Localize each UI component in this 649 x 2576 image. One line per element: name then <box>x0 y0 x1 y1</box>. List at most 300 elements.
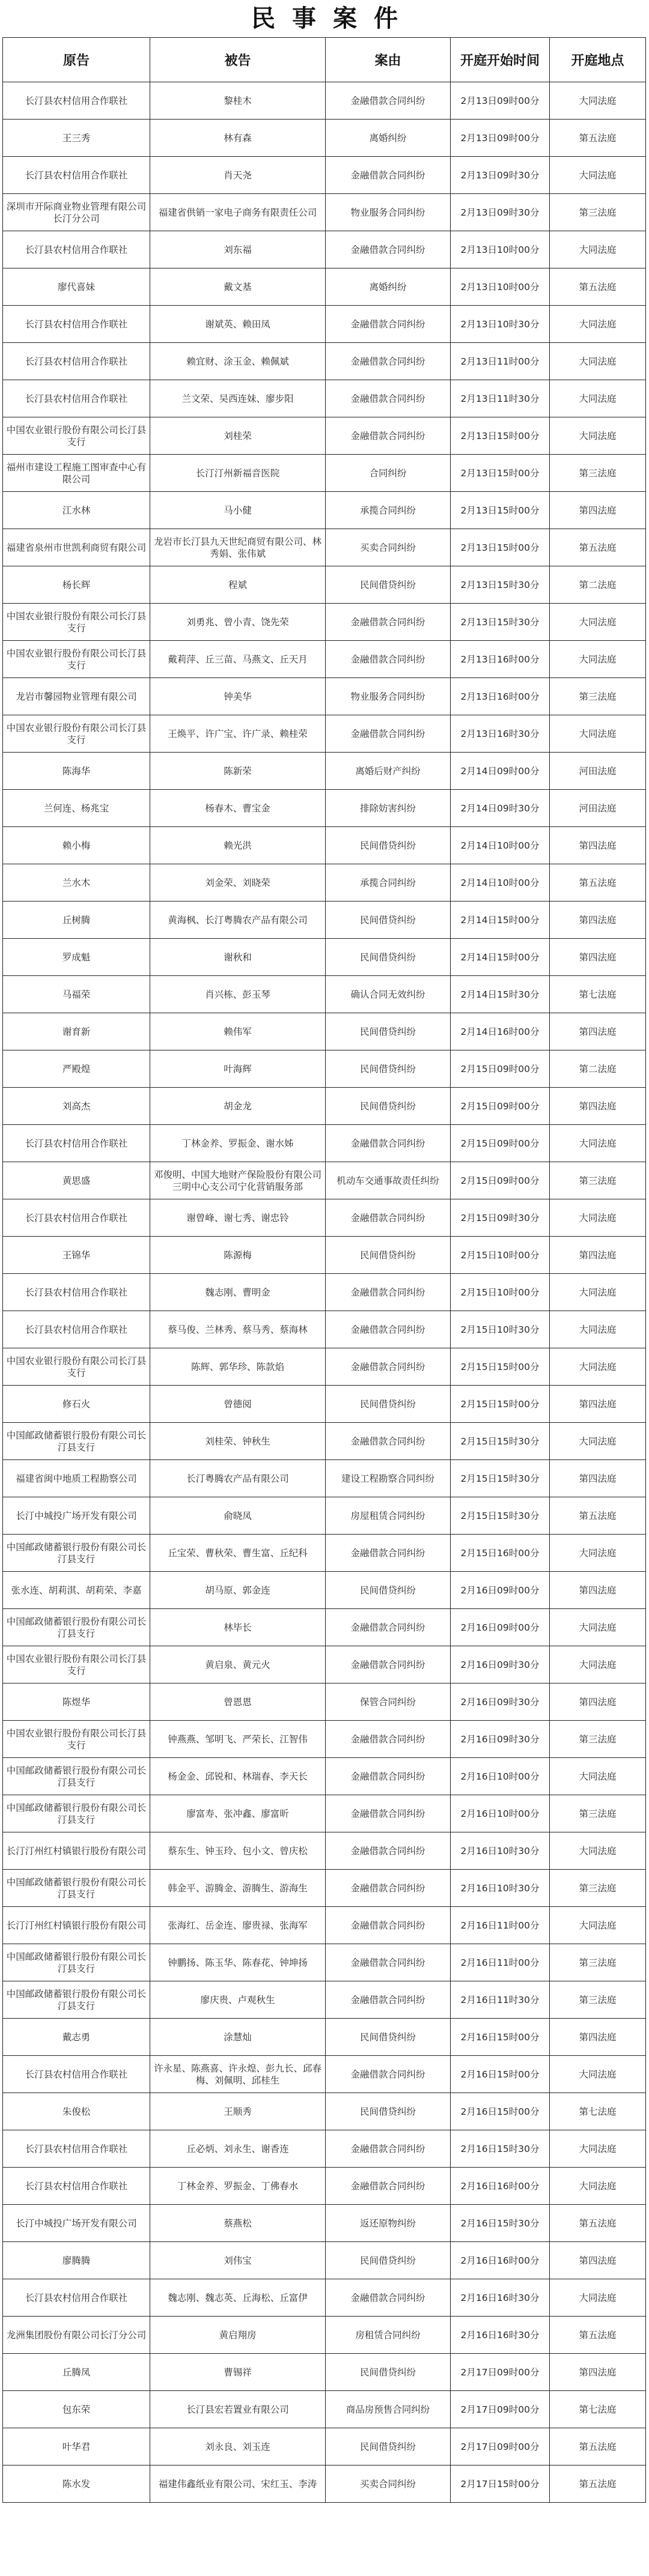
cell-time: 2月13日15时00分 <box>451 529 550 566</box>
cell-place: 河田法庭 <box>550 753 646 790</box>
cell-cause: 民间借贷纠纷 <box>326 902 451 939</box>
table-row <box>3 2019 646 2056</box>
cell-cause: 房屋租赁合同纠纷 <box>326 1497 451 1535</box>
cell-plaintiff: 张水连、胡莉淇、胡莉荣、李嘉 <box>3 1572 150 1609</box>
cell-time: 2月13日15时30分 <box>451 566 550 604</box>
cell-plaintiff: 中国邮政储蓄银行股份有限公司长汀县支行 <box>3 1795 150 1832</box>
cell-defendant: 丘宝荣、曹秋荣、曹生富、丘纪科 <box>150 1535 326 1572</box>
cell-plaintiff: 长汀县农村信用合作联社 <box>3 2279 150 2317</box>
cell-time: 2月14日16时00分 <box>451 1013 550 1050</box>
cell-place: 大同法庭 <box>550 1348 646 1386</box>
table-row <box>3 1423 646 1460</box>
table-row <box>3 1237 646 1274</box>
cell-defendant: 黄启泉、黄元火 <box>150 1646 326 1683</box>
cell-cause: 承揽合同纠纷 <box>326 492 451 529</box>
cell-cause: 物业服务合同纠纷 <box>326 194 451 231</box>
cell-place: 第三法庭 <box>550 1944 646 1981</box>
cell-plaintiff: 丘树腾 <box>3 902 150 939</box>
cell-defendant: 长汀县宏若置业有限公司 <box>150 2391 326 2428</box>
cell-time: 2月16日15时30分 <box>451 2205 550 2242</box>
cell-defendant: 胡金龙 <box>150 1088 326 1125</box>
cell-cause: 金融借款合同纠纷 <box>326 1758 451 1795</box>
cell-defendant: 林毕长 <box>150 1609 326 1646</box>
cell-defendant: 蔡燕松 <box>150 2205 326 2242</box>
table-row <box>3 1795 646 1832</box>
cell-place: 第五法庭 <box>550 2205 646 2242</box>
cell-time: 2月15日09时30分 <box>451 1199 550 1237</box>
cell-place: 第五法庭 <box>550 2317 646 2354</box>
cell-defendant: 杨春木、曹宝金 <box>150 790 326 827</box>
cell-place: 第五法庭 <box>550 529 646 566</box>
table-row <box>3 82 646 120</box>
table-row <box>3 604 646 641</box>
docket-table <box>2 37 646 2503</box>
cell-plaintiff: 江水林 <box>3 492 150 529</box>
cell-defendant: 曾恩恩 <box>150 1683 326 1721</box>
cell-plaintiff: 修石火 <box>3 1386 150 1423</box>
cell-cause: 民间借贷纠纷 <box>326 827 451 864</box>
cell-plaintiff: 长汀中城投广场开发有限公司 <box>3 1497 150 1535</box>
table-row <box>3 2391 646 2428</box>
cell-place: 大同法庭 <box>550 417 646 455</box>
cell-time: 2月13日15时00分 <box>451 492 550 529</box>
cell-cause: 民间借贷纠纷 <box>326 2019 451 2056</box>
table-row <box>3 1348 646 1386</box>
cell-time: 2月16日09时00分 <box>451 1572 550 1609</box>
cell-defendant: 赖宜财、涂玉金、赖佩斌 <box>150 343 326 380</box>
cell-time: 2月13日15时00分 <box>451 455 550 492</box>
cell-defendant: 黄海枫、长汀粤腾农产品有限公司 <box>150 902 326 939</box>
cell-defendant: 戴文基 <box>150 268 326 306</box>
cell-cause: 金融借款合同纠纷 <box>326 82 451 120</box>
cell-place: 第三法庭 <box>550 455 646 492</box>
table-row <box>3 1944 646 1981</box>
cell-defendant: 魏志刚、魏志英、丘海松、丘富伊 <box>150 2279 326 2317</box>
page-title: 民事案件 <box>251 5 415 32</box>
cell-place: 大同法庭 <box>550 1535 646 1572</box>
cell-time: 2月16日09时30分 <box>451 1683 550 1721</box>
table-row <box>3 157 646 194</box>
cell-time: 2月15日09时00分 <box>451 1050 550 1088</box>
cell-place: 大同法庭 <box>550 1907 646 1944</box>
cell-cause: 承揽合同纠纷 <box>326 864 451 902</box>
cell-place: 大同法庭 <box>550 2130 646 2168</box>
table-row <box>3 939 646 976</box>
cell-plaintiff: 朱俊松 <box>3 2093 150 2130</box>
cell-cause: 金融借款合同纠纷 <box>326 1348 451 1386</box>
cell-place: 大同法庭 <box>550 157 646 194</box>
cell-defendant: 廖庆贵、卢观秋生 <box>150 1981 326 2019</box>
cell-defendant: 丁林金养、罗振金、丁佛春水 <box>150 2168 326 2205</box>
table-row <box>3 566 646 604</box>
cell-plaintiff: 福州市建设工程施工图审查中心有限公司 <box>3 455 150 492</box>
cell-place: 第四法庭 <box>550 492 646 529</box>
cell-cause: 金融借款合同纠纷 <box>326 343 451 380</box>
cell-time: 2月16日11时30分 <box>451 1981 550 2019</box>
cell-plaintiff: 中国邮政储蓄银行股份有限公司长汀县支行 <box>3 1535 150 1572</box>
cell-defendant: 许永星、陈燕喜、许永煌、彭九长、邱春梅、刘佩明、邱桂生 <box>150 2056 326 2093</box>
table-row <box>3 1683 646 1721</box>
cell-cause: 金融借款合同纠纷 <box>326 1870 451 1907</box>
cell-cause: 金融借款合同纠纷 <box>326 2168 451 2205</box>
cell-cause: 民间借贷纠纷 <box>326 566 451 604</box>
cell-cause: 民间借贷纠纷 <box>326 2354 451 2391</box>
cell-time: 2月14日15时00分 <box>451 902 550 939</box>
cell-time: 2月16日16时00分 <box>451 2168 550 2205</box>
table-row <box>3 715 646 753</box>
cell-plaintiff: 杨长辉 <box>3 566 150 604</box>
cell-plaintiff: 深圳市开际商业物业管理有限公司长汀分公司 <box>3 194 150 231</box>
cell-plaintiff: 长汀县农村信用合作联社 <box>3 82 150 120</box>
table-row <box>3 1050 646 1088</box>
cell-time: 2月17日09时00分 <box>451 2354 550 2391</box>
cell-cause: 机动车交通事故责任纠纷 <box>326 1162 451 1199</box>
cell-place: 大同法庭 <box>550 715 646 753</box>
cell-defendant: 钟燕燕、邹明飞、严荣长、江智伟 <box>150 1721 326 1758</box>
cell-place: 第三法庭 <box>550 1795 646 1832</box>
cell-place: 第四法庭 <box>550 2019 646 2056</box>
cell-defendant: 戴莉萍、丘三苗、马燕文、丘天月 <box>150 641 326 678</box>
cell-place: 大同法庭 <box>550 82 646 120</box>
cell-cause: 金融借款合同纠纷 <box>326 641 451 678</box>
cell-defendant: 丁林金养、罗振金、谢水姊 <box>150 1125 326 1162</box>
cell-place: 第三法庭 <box>550 678 646 715</box>
cell-plaintiff: 长汀县农村信用合作联社 <box>3 1311 150 1348</box>
cell-place: 大同法庭 <box>550 1274 646 1311</box>
cell-defendant: 陈源梅 <box>150 1237 326 1274</box>
cell-plaintiff: 中国农业银行股份有限公司长汀县支行 <box>3 1348 150 1386</box>
cell-defendant: 杨金金、邱锐和、林瑞春、李天长 <box>150 1758 326 1795</box>
cell-cause: 离婚后财产纠纷 <box>326 753 451 790</box>
table-row <box>3 380 646 417</box>
table-row <box>3 2354 646 2391</box>
cell-defendant: 韩金平、游腾金、游腾生、游海生 <box>150 1870 326 1907</box>
table-row <box>3 1721 646 1758</box>
cell-place: 第四法庭 <box>550 827 646 864</box>
table-row <box>3 902 646 939</box>
cell-place: 第三法庭 <box>550 1981 646 2019</box>
cell-cause: 金融借款合同纠纷 <box>326 1832 451 1870</box>
cell-defendant: 林有森 <box>150 120 326 157</box>
cell-plaintiff: 王锦华 <box>3 1237 150 1274</box>
cell-plaintiff: 长汀县农村信用合作联社 <box>3 2130 150 2168</box>
cell-place: 大同法庭 <box>550 1609 646 1646</box>
cell-plaintiff: 长汀县农村信用合作联社 <box>3 1199 150 1237</box>
table-row <box>3 1870 646 1907</box>
cell-place: 第七法庭 <box>550 2093 646 2130</box>
cell-time: 2月14日09时30分 <box>451 790 550 827</box>
cell-place: 第四法庭 <box>550 1088 646 1125</box>
cell-cause: 民间借贷纠纷 <box>326 2242 451 2279</box>
cell-time: 2月14日09时00分 <box>451 753 550 790</box>
cell-place: 大同法庭 <box>550 1199 646 1237</box>
cell-time: 2月16日15时00分 <box>451 2056 550 2093</box>
cell-plaintiff: 中国农业银行股份有限公司长汀县支行 <box>3 1721 150 1758</box>
cell-plaintiff: 长汀县农村信用合作联社 <box>3 343 150 380</box>
header-row <box>3 38 646 82</box>
cell-defendant: 俞晓凤 <box>150 1497 326 1535</box>
cell-cause: 金融借款合同纠纷 <box>326 306 451 343</box>
cell-cause: 排除妨害纠纷 <box>326 790 451 827</box>
cell-defendant: 刘勇兆、曾小青、饶先荣 <box>150 604 326 641</box>
table-row <box>3 753 646 790</box>
cell-time: 2月16日10时30分 <box>451 1870 550 1907</box>
cell-defendant: 张海红、岳金连、廖贵禄、张海军 <box>150 1907 326 1944</box>
table-row <box>3 268 646 306</box>
cell-time: 2月15日09时00分 <box>451 1125 550 1162</box>
cell-plaintiff: 中国农业银行股份有限公司长汀县支行 <box>3 715 150 753</box>
cell-place: 第三法庭 <box>550 1721 646 1758</box>
cell-time: 2月13日10时00分 <box>451 231 550 268</box>
cell-defendant: 程斌 <box>150 566 326 604</box>
cell-defendant: 钟鹏扬、陈玉华、陈春花、钟坤扬 <box>150 1944 326 1981</box>
cell-plaintiff: 长汀县农村信用合作联社 <box>3 231 150 268</box>
cell-place: 大同法庭 <box>550 1125 646 1162</box>
cell-plaintiff: 中国邮政储蓄银行股份有限公司长汀县支行 <box>3 1758 150 1795</box>
cell-time: 2月16日09时30分 <box>451 1646 550 1683</box>
table-row <box>3 194 646 231</box>
header-place: 开庭地点 <box>550 38 646 82</box>
cell-plaintiff: 龙岩市馨园物业管理有限公司 <box>3 678 150 715</box>
cell-place: 第四法庭 <box>550 1386 646 1423</box>
cell-plaintiff: 陈海华 <box>3 753 150 790</box>
table-row <box>3 492 646 529</box>
table-row <box>3 1013 646 1050</box>
cell-time: 2月17日09时00分 <box>451 2391 550 2428</box>
cell-cause: 民间借贷纠纷 <box>326 939 451 976</box>
cell-time: 2月13日09时00分 <box>451 82 550 120</box>
table-row <box>3 641 646 678</box>
cell-cause: 金融借款合同纠纷 <box>326 1646 451 1683</box>
cell-defendant: 王顺秀 <box>150 2093 326 2130</box>
cell-place: 第四法庭 <box>550 2242 646 2279</box>
cell-time: 2月15日15时00分 <box>451 1386 550 1423</box>
cell-defendant: 刘东福 <box>150 231 326 268</box>
cell-plaintiff: 廖腾腾 <box>3 2242 150 2279</box>
cell-cause: 金融借款合同纠纷 <box>326 715 451 753</box>
cell-defendant: 蔡东生、钟玉玲、包小文、曾庆松 <box>150 1832 326 1870</box>
cell-cause: 确认合同无效纠纷 <box>326 976 451 1013</box>
table-row <box>3 1535 646 1572</box>
cell-time: 2月16日15时30分 <box>451 2130 550 2168</box>
cell-time: 2月16日09时30分 <box>451 1721 550 1758</box>
cell-plaintiff: 长汀县农村信用合作联社 <box>3 1125 150 1162</box>
table-row <box>3 2317 646 2354</box>
cell-place: 第五法庭 <box>550 1497 646 1535</box>
table-row <box>3 120 646 157</box>
cell-defendant: 福建省供销一家电子商务有限责任公司 <box>150 194 326 231</box>
table-row <box>3 1497 646 1535</box>
cell-defendant: 刘桂荣 <box>150 417 326 455</box>
cell-cause: 保管合同纠纷 <box>326 1683 451 1721</box>
cell-time: 2月13日09时00分 <box>451 120 550 157</box>
cell-place: 大同法庭 <box>550 1646 646 1683</box>
cell-time: 2月15日10时00分 <box>451 1274 550 1311</box>
cell-place: 第四法庭 <box>550 1237 646 1274</box>
table-row <box>3 417 646 455</box>
cell-time: 2月13日16时30分 <box>451 715 550 753</box>
table-row <box>3 2279 646 2317</box>
cell-plaintiff: 黄思盛 <box>3 1162 150 1199</box>
cell-cause: 民间借贷纠纷 <box>326 1088 451 1125</box>
cell-place: 大同法庭 <box>550 380 646 417</box>
cell-time: 2月13日10时00分 <box>451 268 550 306</box>
table-row <box>3 1907 646 1944</box>
cell-defendant: 陈新荣 <box>150 753 326 790</box>
cell-cause: 金融借款合同纠纷 <box>326 417 451 455</box>
cell-defendant: 刘金荣、刘晓荣 <box>150 864 326 902</box>
cell-defendant: 廖富寿、张冲鑫、廖富昕 <box>150 1795 326 1832</box>
table-row <box>3 1460 646 1497</box>
cell-defendant: 曹锡祥 <box>150 2354 326 2391</box>
cell-place: 第三法庭 <box>550 1870 646 1907</box>
cell-time: 2月13日09时30分 <box>451 194 550 231</box>
cell-defendant: 马小健 <box>150 492 326 529</box>
cell-time: 2月17日09时00分 <box>451 2428 550 2465</box>
table-row <box>3 790 646 827</box>
cell-defendant: 福建伟鑫纸业有限公司、宋红玉、李涛 <box>150 2465 326 2503</box>
cell-plaintiff: 兰何连、杨兆宝 <box>3 790 150 827</box>
cell-plaintiff: 刘高杰 <box>3 1088 150 1125</box>
cell-time: 2月14日10时00分 <box>451 864 550 902</box>
cell-defendant: 肖天尧 <box>150 157 326 194</box>
table-row <box>3 2056 646 2093</box>
docket-body <box>3 82 646 2503</box>
table-row <box>3 529 646 566</box>
table-row <box>3 1125 646 1162</box>
cell-place: 第四法庭 <box>550 1013 646 1050</box>
cell-cause: 金融借款合同纠纷 <box>326 157 451 194</box>
table-row <box>3 1311 646 1348</box>
cell-plaintiff: 马福荣 <box>3 976 150 1013</box>
cell-place: 河田法庭 <box>550 790 646 827</box>
cell-cause: 金融借款合同纠纷 <box>326 1981 451 2019</box>
cell-place: 第五法庭 <box>550 2465 646 2503</box>
cell-cause: 民间借贷纠纷 <box>326 1050 451 1088</box>
cell-place: 第七法庭 <box>550 976 646 1013</box>
table-row <box>3 2465 646 2503</box>
cell-cause: 金融借款合同纠纷 <box>326 1944 451 1981</box>
cell-place: 第五法庭 <box>550 864 646 902</box>
cell-place: 大同法庭 <box>550 1423 646 1460</box>
cell-plaintiff: 兰水木 <box>3 864 150 902</box>
cell-plaintiff: 长汀中城投广场开发有限公司 <box>3 2205 150 2242</box>
cell-plaintiff: 王三秀 <box>3 120 150 157</box>
cell-time: 2月15日16时00分 <box>451 1535 550 1572</box>
cell-place: 第四法庭 <box>550 1683 646 1721</box>
table-row <box>3 1609 646 1646</box>
cell-place: 第四法庭 <box>550 902 646 939</box>
table-row <box>3 1832 646 1870</box>
cell-defendant: 赖伟军 <box>150 1013 326 1050</box>
cell-time: 2月13日11时30分 <box>451 380 550 417</box>
cell-place: 第四法庭 <box>550 1572 646 1609</box>
cell-cause: 金融借款合同纠纷 <box>326 380 451 417</box>
cell-cause: 金融借款合同纠纷 <box>326 2279 451 2317</box>
cell-place: 第二法庭 <box>550 1050 646 1088</box>
cell-time: 2月15日10时30分 <box>451 1311 550 1348</box>
cell-cause: 金融借款合同纠纷 <box>326 1795 451 1832</box>
cell-defendant: 龙岩市长汀县九天世纪商贸有限公司、林秀娟、张伟斌 <box>150 529 326 566</box>
cell-place: 第五法庭 <box>550 2428 646 2465</box>
cell-time: 2月15日15时30分 <box>451 1497 550 1535</box>
cell-plaintiff: 长汀县农村信用合作联社 <box>3 2168 150 2205</box>
cell-plaintiff: 谢育新 <box>3 1013 150 1050</box>
cell-time: 2月16日16时00分 <box>451 2242 550 2279</box>
cell-time: 2月13日16时00分 <box>451 678 550 715</box>
table-row <box>3 1572 646 1609</box>
cell-cause: 民间借贷纠纷 <box>326 1386 451 1423</box>
cell-plaintiff: 中国邮政储蓄银行股份有限公司长汀县支行 <box>3 1870 150 1907</box>
cell-place: 大同法庭 <box>550 231 646 268</box>
table-row <box>3 1199 646 1237</box>
cell-cause: 金融借款合同纠纷 <box>326 1125 451 1162</box>
table-row <box>3 1274 646 1311</box>
header-defendant: 被告 <box>150 38 326 82</box>
cell-place: 第三法庭 <box>550 1162 646 1199</box>
cell-cause: 买卖合同纠纷 <box>326 529 451 566</box>
cell-time: 2月13日15时00分 <box>451 417 550 455</box>
cell-time: 2月14日15时00分 <box>451 939 550 976</box>
cell-cause: 民间借贷纠纷 <box>326 1013 451 1050</box>
table-row <box>3 455 646 492</box>
cell-defendant: 黎桂木 <box>150 82 326 120</box>
cell-plaintiff: 罗成魁 <box>3 939 150 976</box>
cell-place: 第五法庭 <box>550 120 646 157</box>
cell-defendant: 谢秋和 <box>150 939 326 976</box>
cell-time: 2月16日10时00分 <box>451 1758 550 1795</box>
cell-plaintiff: 中国邮政储蓄银行股份有限公司长汀县支行 <box>3 1981 150 2019</box>
table-row <box>3 827 646 864</box>
cell-cause: 金融借款合同纠纷 <box>326 1721 451 1758</box>
table-row <box>3 1981 646 2019</box>
cell-cause: 买卖合同纠纷 <box>326 2465 451 2503</box>
cell-plaintiff: 中国农业银行股份有限公司长汀县支行 <box>3 604 150 641</box>
table-row <box>3 2205 646 2242</box>
cell-plaintiff: 中国农业银行股份有限公司长汀县支行 <box>3 1646 150 1683</box>
cell-time: 2月16日10时00分 <box>451 1795 550 1832</box>
cell-cause: 金融借款合同纠纷 <box>326 1274 451 1311</box>
cell-cause: 金融借款合同纠纷 <box>326 1423 451 1460</box>
cell-cause: 合同纠纷 <box>326 455 451 492</box>
cell-time: 2月16日11时00分 <box>451 1907 550 1944</box>
cell-defendant: 赖光洪 <box>150 827 326 864</box>
cell-defendant: 王焕平、许广宝、许广录、赖桂荣 <box>150 715 326 753</box>
table-row <box>3 2093 646 2130</box>
cell-plaintiff: 叶华君 <box>3 2428 150 2465</box>
cell-defendant: 邓俊明、中国大地财产保险股份有限公司三明中心支公司宁化营销服务部 <box>150 1162 326 1199</box>
cell-plaintiff: 长汀汀州红村镇银行股份有限公司 <box>3 1832 150 1870</box>
cell-place: 大同法庭 <box>550 1311 646 1348</box>
cell-place: 大同法庭 <box>550 2056 646 2093</box>
cell-place: 第三法庭 <box>550 194 646 231</box>
cell-time: 2月13日11时00分 <box>451 343 550 380</box>
cell-plaintiff: 长汀县农村信用合作联社 <box>3 380 150 417</box>
cell-defendant: 钟美华 <box>150 678 326 715</box>
cell-cause: 金融借款合同纠纷 <box>326 1199 451 1237</box>
cell-cause: 离婚纠纷 <box>326 120 451 157</box>
cell-plaintiff: 长汀县农村信用合作联社 <box>3 306 150 343</box>
cell-defendant: 谢斌英、赖田凤 <box>150 306 326 343</box>
cell-cause: 金融借款合同纠纷 <box>326 1311 451 1348</box>
cell-defendant: 蔡马俊、兰林秀、蔡马秀、蔡海林 <box>150 1311 326 1348</box>
cell-plaintiff: 陈水发 <box>3 2465 150 2503</box>
cell-plaintiff: 赖小梅 <box>3 827 150 864</box>
cell-cause: 离婚纠纷 <box>326 268 451 306</box>
cell-cause: 金融借款合同纠纷 <box>326 1535 451 1572</box>
cell-time: 2月16日16时30分 <box>451 2279 550 2317</box>
cell-plaintiff: 廖代喜妹 <box>3 268 150 306</box>
